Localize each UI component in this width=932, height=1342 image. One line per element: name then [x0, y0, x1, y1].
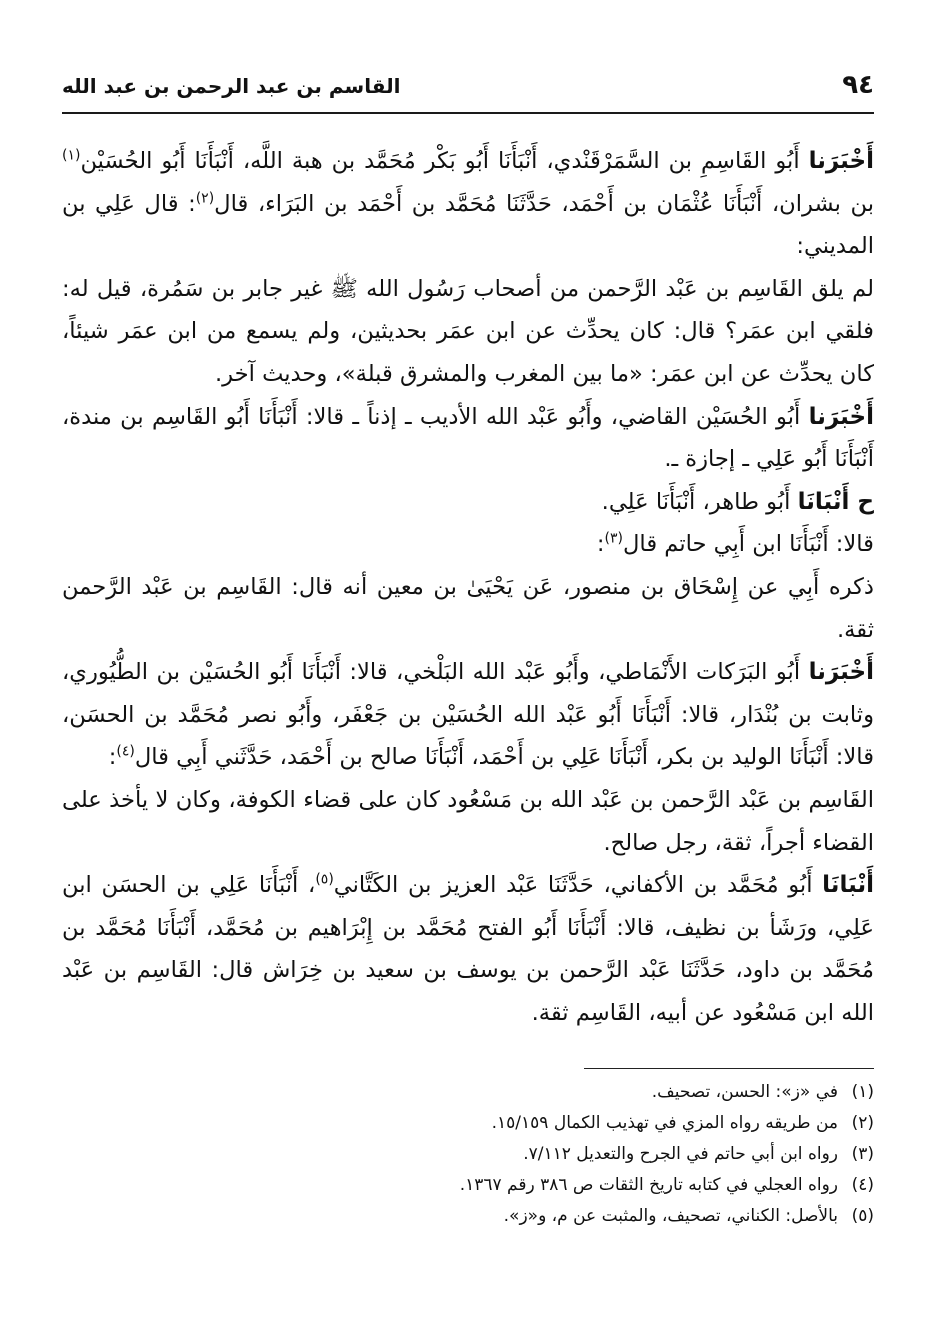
paragraph-text: :	[108, 744, 117, 771]
footnote-number: (٢)	[851, 1113, 874, 1134]
paragraph-text: قالا: أَنْبَأَنَا ابن أَبِي حاتم قال	[623, 531, 874, 558]
paragraph-text: أَبُو طاهر، أَنْبَأَنَا عَلِي.	[601, 488, 798, 515]
footnote-number: (١)	[851, 1082, 874, 1103]
footnote-ref: (٣)	[604, 530, 624, 547]
paragraph-text: ذكره أَبِي عن إِسْحَاق بن منصور، عَن يَحْيَىٰ بن معين أنه قال: القَاسِم بن عَبْد الرَّحمن ثقة.	[62, 573, 874, 643]
paragraph-keyword: أَنْبَانَا	[822, 872, 874, 899]
footnote-item	[62, 1139, 874, 1170]
paragraph-keyword: أَخْبَرَنا	[808, 148, 874, 174]
running-title: القاسم بن عبد الرحمن بن عبد الله	[62, 74, 401, 98]
footnote-item	[62, 1108, 874, 1139]
footnote-text: بالأصل: الكناني، تصحيف، والمثبت عن م، و«ز».	[503, 1206, 838, 1227]
paragraph-4	[62, 481, 874, 524]
footnote-text: رواه العجلي في كتابه تاريخ الثقات ص ٣٨٦ رقم ١٣٦٧.	[459, 1175, 838, 1196]
paragraph-5	[62, 523, 874, 566]
paragraph-6	[62, 566, 874, 651]
footnote-number: (٣)	[851, 1144, 874, 1165]
paragraph-keyword: ح أَنْبَانَا	[797, 488, 874, 515]
paragraph-text: : قال عَلِي بن المديني:	[62, 190, 874, 260]
footnote-text: في «ز»: الحسن، تصحيف.	[651, 1082, 838, 1103]
footnote-ref: (٥)	[315, 871, 334, 888]
footnote-number: (٤)	[851, 1175, 874, 1196]
paragraph-text: أَبُو البَرَكات الأَنْمَاطي، وأَبُو عَبْد الله البَلْخي، قالا: أَنْبَأَنَا أَبُو الحُسَيْن بن الطُّيُوري، وثابت بن بُنْدَار، قالا: أَنْبَأَنَا أَبُو عَبْد الله الحُسَيْن بن جَعْفَر، وأَبُو نصر مُحَمَّد بن الحسَن، قالا: أَنْبَأَنَا الوليد بن بكر، أَنْبَأَنَا عَلِي بن أَحْمَد، أَنْبَأَنَا صالح بن أَحْمَد، حَدَّثَني أَبِي قال	[62, 659, 874, 771]
footnote-text: رواه ابن أبي حاتم في الجرح والتعديل ٧/١١٢.	[523, 1144, 838, 1165]
paragraph-text: بن بشران، أَنْبَأَنَا عُثْمَان بن أَحْمَد، حَدَّثَنَا مُحَمَّد بن أَحْمَد بن البَرَاء، قال	[214, 190, 874, 217]
footnote-text: من طريقه رواه المزي في تهذيب الكمال ١٥/١٥٩.	[491, 1113, 838, 1134]
paragraph-text: أَبُو الحُسَيْن القاضي، وأَبُو عَبْد الله الأديب ـ إذناً ـ قالا: أَنْبَأَنَا أَبُو القَاسِم بن مندة، أَنْبَأَنَا أَبُو عَلِي ـ إجازة ـ.	[62, 403, 874, 473]
paragraph-keyword: أَخْبَرَنا	[808, 659, 874, 686]
paragraph-text: أَبُو القَاسِمِ بن السَّمَرْقَنْدي، أَنْبَأَنَا أَبُو بَكْر مُحَمَّد بن هبة اللَّه، أَنْبَأَنَا أَبُو الحُسَيْن	[80, 148, 809, 174]
paragraph-8	[62, 779, 874, 864]
footnote-number: (٥)	[851, 1206, 874, 1227]
footnote-divider	[584, 1068, 874, 1069]
paragraph-text: أَبُو مُحَمَّد بن الأكفاني، حَدَّثَنَا عَبْد العزيز بن الكَتَّاني	[333, 872, 823, 899]
footnotes	[62, 1077, 874, 1232]
footnote-item	[62, 1077, 874, 1108]
page-header	[62, 68, 874, 114]
paragraph-3	[62, 396, 874, 481]
paragraph-text: القَاسِم بن عَبْد الرَّحمن بن عَبْد الله بن مَسْعُود كان على قضاء الكوفة، وكان لا يأخذ على القضاء أجراً، ثقة، رجل صالح.	[62, 786, 874, 856]
footnote-ref: (٢)	[195, 190, 215, 207]
footnote-ref: (٤)	[116, 743, 135, 760]
paragraph-text: :	[596, 531, 605, 558]
paragraph-2	[62, 268, 874, 396]
paragraph-text: ، أَنْبَأَنَا عَلِي بن الحسَن ابن عَلِي، ورَشَأ بن نظيف، قالا: أَنْبَأَنَا أَبُو الفتح مُحَمَّد بن إِبْرَاهيم بن مُحَمَّد، أَنْبَأَنَا مُحَمَّد بن مُحَمَّد بن داود، حَدَّثَنَا عَبْد الرَّحمن بن يوسف بن سعيد بن خِرَاش قال: القَاسِم بن عَبْد الله ابن مَسْعُود عن أبيه، القَاسِم ثقة.	[62, 872, 874, 1026]
paragraph-text: لم يلق القَاسِم بن عَبْد الرَّحمن من أصحاب رَسُول الله ﷺ غير جابر بن سَمُرة، قيل له: فلقي ابن عمَر؟ قال: كان يحدِّث عن ابن عمَر بحديثين، ولم يسمع من ابن عمَر شيئاً، كان يحدِّث عن ابن عمَر: «ما بين المغرب والمشرق قبلة»، وحديث آخر.	[62, 275, 874, 387]
page-number: ٩٤	[842, 70, 874, 100]
page	[62, 68, 874, 1288]
paragraph-7	[62, 651, 874, 779]
paragraph-keyword: أَخْبَرَنا	[808, 403, 874, 430]
main-text	[62, 140, 874, 1034]
paragraph-9	[62, 864, 874, 1034]
footnote-ref: (١)	[62, 147, 81, 164]
footnote-item	[62, 1170, 874, 1201]
footnote-item	[62, 1201, 874, 1232]
paragraph-1	[62, 140, 874, 268]
